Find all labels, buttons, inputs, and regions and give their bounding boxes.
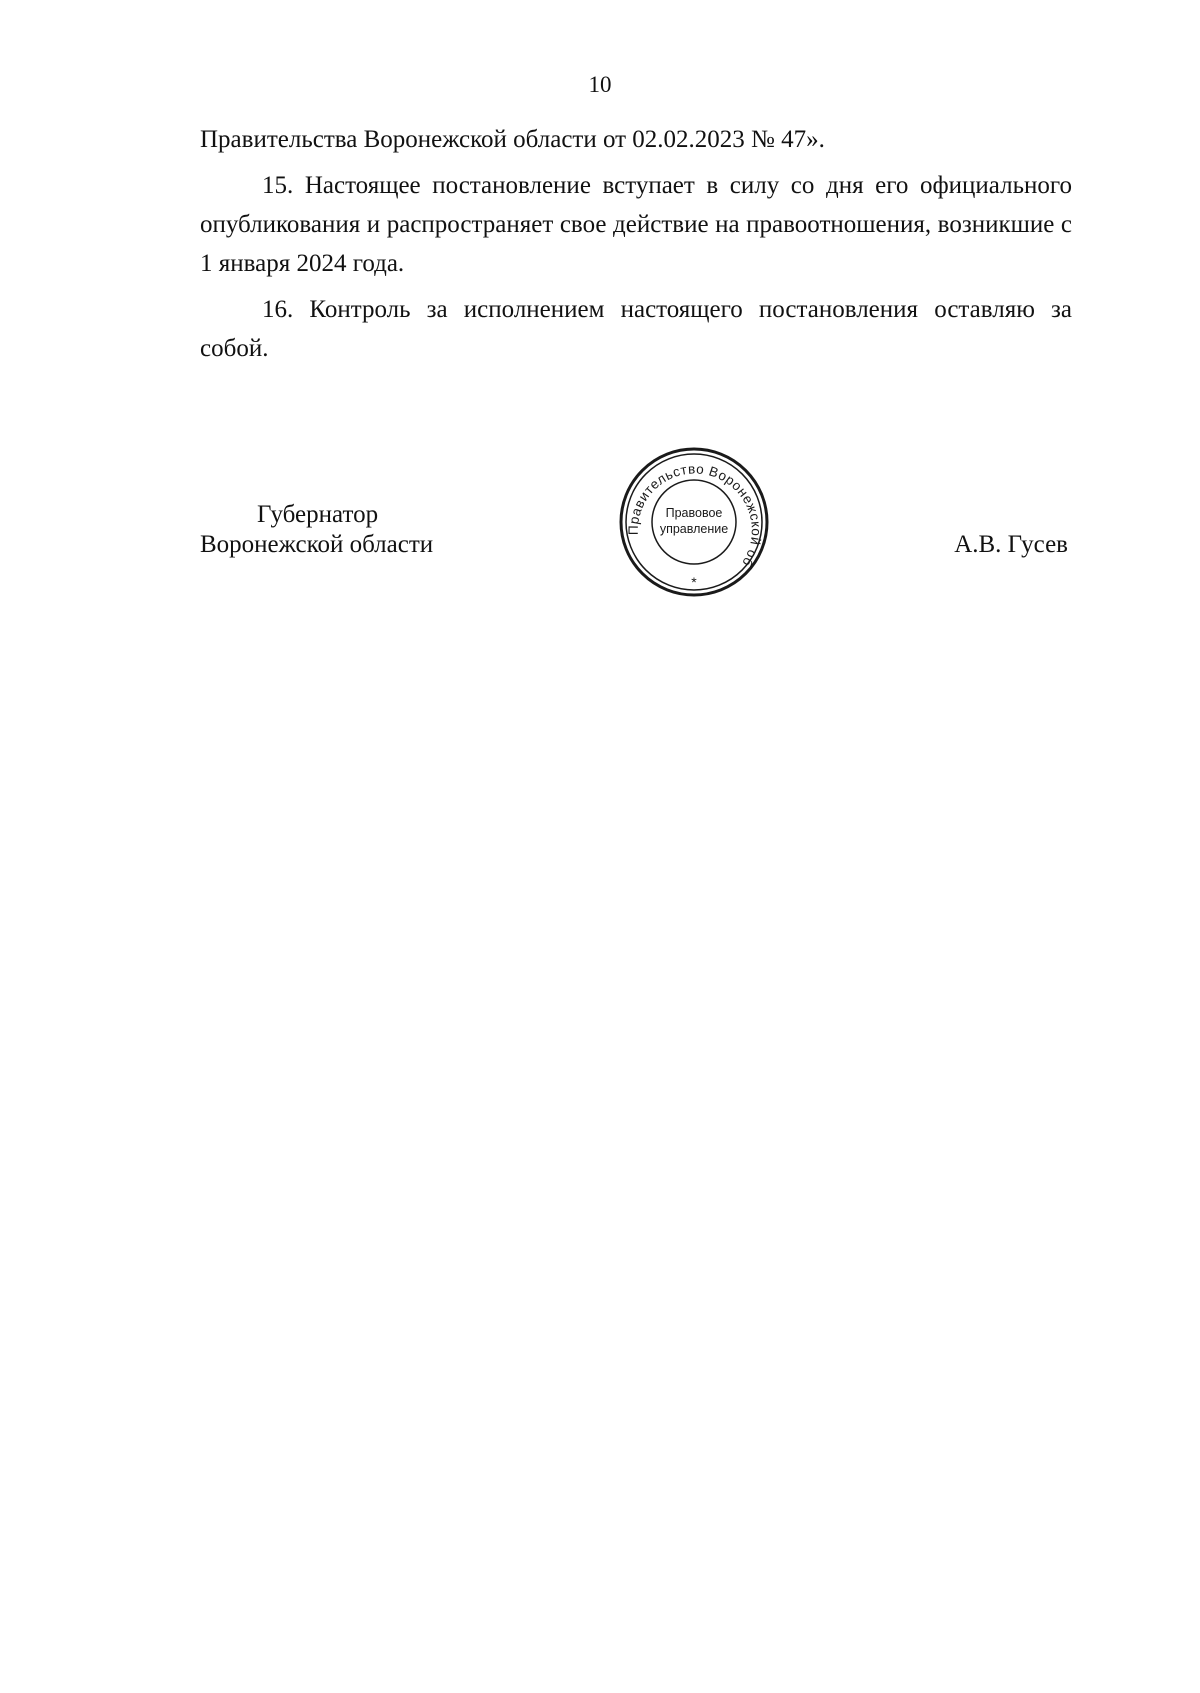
signatory-title-line-1: Губернатор — [257, 501, 379, 528]
stamp-ring-text: Правительство Воронежской об — [625, 461, 764, 569]
signatory-title — [200, 500, 460, 560]
signatory-name: А.В. Гусев — [954, 531, 1068, 558]
paragraph-continuation: Правительства Воронежской области от 02.02.2023 № 47». — [200, 126, 825, 153]
document-body — [200, 120, 1072, 368]
stamp-star-mark: * — [691, 574, 697, 590]
signatory-title-line-2: Воронежской области — [200, 531, 434, 558]
stamp-center-line-2: управление — [659, 522, 729, 536]
stamp-center-line-1: Правовое — [665, 506, 723, 520]
page-number: 10 — [588, 72, 612, 97]
stamp-seal-icon — [617, 445, 772, 600]
paragraph-15: 15. Настоящее постановление вступает в силу со дня его официального опубликования и распространяет свое действие на правоотношения, возникшие с 1 января 2024 года. — [200, 172, 1072, 277]
official-stamp — [617, 445, 772, 600]
paragraph-16: 16. Контроль за исполнением настоящего постановления оставляю за собой. — [200, 296, 1072, 362]
